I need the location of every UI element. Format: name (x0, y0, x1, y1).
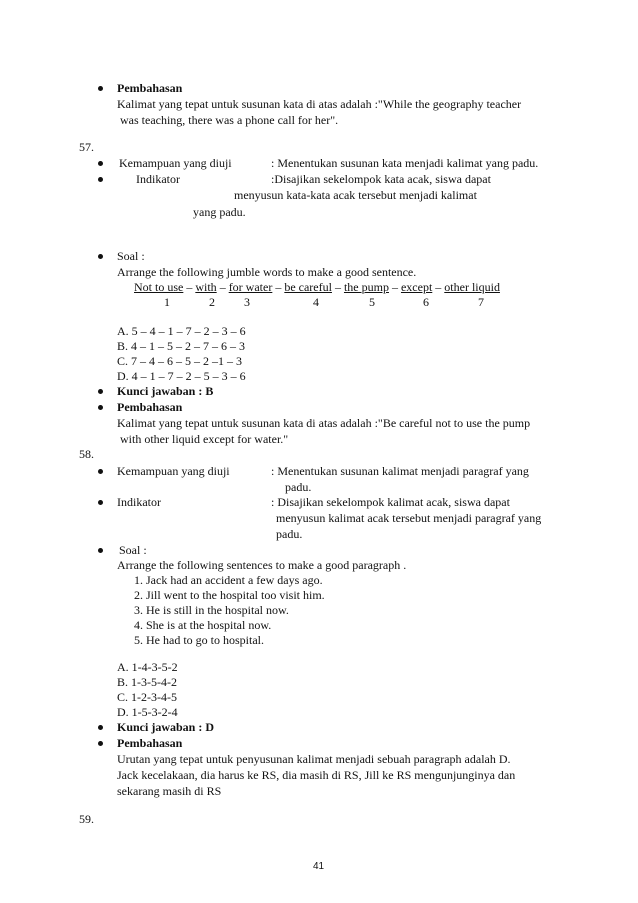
kemampuan-value: padu. (285, 480, 312, 494)
question-number: 58. (79, 447, 94, 461)
bullet-icon (98, 405, 103, 410)
soal-label: Soal : (117, 249, 145, 263)
pembahasan-text: was teaching, there was a phone call for her". (120, 113, 339, 127)
jumble-word: with (195, 280, 217, 294)
pembahasan-label: Pembahasan (117, 81, 183, 95)
pembahasan-text: with other liquid except for water." (120, 432, 289, 446)
indikator-value: menyusun kata-kata acak tersebut menjadi kalimat (234, 188, 477, 202)
indikator-value: yang padu. (193, 205, 246, 219)
bullet-icon (98, 177, 103, 182)
word-number: 7 (478, 295, 484, 309)
jumble-word: be careful (284, 280, 332, 294)
indikator-value: padu. (276, 527, 303, 541)
word-separator: – (391, 280, 398, 294)
pembahasan-text: Kalimat yang tepat untuk susunan kata di atas adalah :"Be careful not to use the pump (117, 416, 531, 430)
indikator-label: Indikator (117, 495, 161, 509)
indikator-label: Indikator (136, 172, 180, 186)
word-separator: – (435, 280, 442, 294)
answer-option: D. 1-5-3-2-4 (117, 705, 178, 719)
word-separator: – (186, 280, 193, 294)
soal-label: Soal : (119, 543, 147, 557)
indikator-value: : Disajikan sekelompok kalimat acak, siswa dapat (271, 495, 510, 509)
jumble-word: the pump (343, 280, 389, 294)
bullet-icon (98, 86, 103, 91)
bullet-icon (98, 725, 103, 730)
pembahasan-text: Urutan yang tepat untuk penyusunan kalimat menjadi sebuah paragraph adalah D. (117, 752, 511, 766)
bullet-icon (98, 469, 103, 474)
pembahasan-label: Pembahasan (117, 400, 183, 414)
indikator-value: :Disajikan sekelompok kata acak, siswa dapat (271, 172, 491, 186)
pembahasan-text: Jack kecelakaan, dia harus ke RS, dia masih di RS, Jill ke RS mengunjunginya dan (117, 768, 516, 782)
word-separator: – (275, 280, 282, 294)
sentence-item: 4. She is at the hospital now. (134, 618, 272, 632)
bullet-icon (98, 500, 103, 505)
word-separator: – (219, 280, 226, 294)
kemampuan-value: : Menentukan susunan kata menjadi kalimat yang padu. (271, 156, 539, 170)
sentence-item: 2. Jill went to the hospital too visit him. (134, 588, 325, 602)
jumble-word: except (400, 280, 433, 294)
pembahasan-text: Kalimat yang tepat untuk susunan kata di atas adalah :"While the geography teacher (117, 97, 522, 111)
sentence-item: 1. Jack had an accident a few days ago. (134, 573, 323, 587)
word-number: 4 (313, 295, 319, 309)
bullet-icon (98, 548, 103, 553)
answer-option: A. 5 – 4 – 1 – 7 – 2 – 3 – 6 (117, 324, 246, 338)
indikator-value: menyusun kalimat acak tersebut menjadi paragraf yang (276, 511, 542, 525)
word-separator: – (334, 280, 341, 294)
soal-instruction: Arrange the following sentences to make a good paragraph . (117, 558, 407, 572)
word-number: 2 (209, 295, 215, 309)
kemampuan-label: Kemampuan yang diuji (119, 156, 232, 170)
bullet-icon (98, 161, 103, 166)
pembahasan-text: sekarang masih di RS (117, 784, 222, 798)
answer-option: C. 7 – 4 – 6 – 5 – 2 –1 – 3 (117, 354, 243, 368)
sentence-item: 3. He is still in the hospital now. (134, 603, 289, 617)
answer-option: B. 4 – 1 – 5 – 2 – 7 – 6 – 3 (117, 339, 246, 353)
answer-option: C. 1-2-3-4-5 (117, 690, 177, 704)
answer-key: Kunci jawaban : B (117, 384, 214, 398)
word-number: 6 (423, 295, 429, 309)
answer-option: A. 1-4-3-5-2 (117, 660, 178, 674)
jumble-word: for water (228, 280, 273, 294)
bullet-icon (98, 389, 103, 394)
word-number: 5 (369, 295, 375, 309)
kemampuan-value: : Menentukan susunan kalimat menjadi paragraf yang (271, 464, 529, 478)
bullet-icon (98, 254, 103, 259)
pembahasan-label: Pembahasan (117, 736, 183, 750)
answer-option: B. 1-3-5-4-2 (117, 675, 177, 689)
jumble-word: other liquid (444, 280, 500, 294)
bullet-icon (98, 741, 103, 746)
sentence-item: 5. He had to go to hospital. (134, 633, 264, 647)
soal-instruction: Arrange the following jumble words to make a good sentence. (117, 265, 417, 279)
word-number: 3 (244, 295, 250, 309)
jumble-word: Not to use (134, 280, 184, 294)
answer-key: Kunci jawaban : D (117, 720, 215, 734)
jumbled-words (134, 280, 500, 294)
kemampuan-label: Kemampuan yang diuji (117, 464, 230, 478)
question-number: 59. (79, 812, 94, 826)
word-number: 1 (164, 295, 170, 309)
page-number: 41 (313, 861, 325, 872)
question-number: 57. (79, 140, 94, 154)
answer-option: D. 4 – 1 – 7 – 2 – 5 – 3 – 6 (117, 369, 246, 383)
